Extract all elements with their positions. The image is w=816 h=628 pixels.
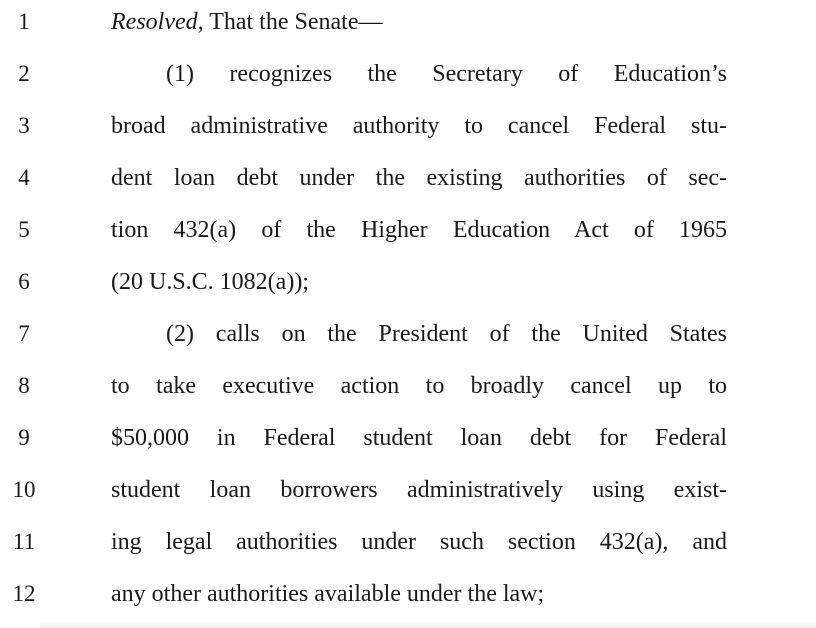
line-number: 4 (18, 165, 30, 190)
line-number: 5 (18, 217, 30, 242)
document-line-5 (0, 208, 816, 260)
line-number: 7 (18, 321, 30, 346)
line-text: any other authorities available under the law; (111, 581, 545, 607)
document-line-8 (0, 364, 816, 416)
line-text: dent loan debt under the existing authorities of sec- (111, 165, 727, 191)
line-text-rest: That the Senate— (203, 9, 383, 35)
line-text: $50,000 in Federal student loan debt for Federal (111, 425, 727, 451)
line-text: (20 U.S.C. 1082(a)); (111, 269, 309, 295)
line-text: broad administrative authority to cancel Federal stu- (111, 113, 727, 139)
document-line-10 (0, 468, 816, 520)
document-line-7 (0, 312, 816, 364)
resolved-italic: Resolved, (111, 9, 204, 35)
line-number: 10 (12, 477, 36, 502)
document-line-2 (0, 52, 816, 104)
line-text: student loan borrowers administratively using exist- (111, 477, 727, 503)
document-line-1 (0, 0, 816, 52)
document-line-11 (0, 520, 816, 572)
line-text: to take executive action to broadly cancel up to (111, 373, 727, 399)
line-number: 3 (18, 113, 30, 138)
document-line-4 (0, 156, 816, 208)
document-line-3 (0, 104, 816, 156)
line-text: (1) recognizes the Secretary of Education’s (166, 61, 727, 87)
line-number: 6 (18, 269, 30, 294)
line-text: ing legal authorities under such section 432(a), and (111, 529, 727, 555)
line-number: 8 (18, 373, 30, 398)
line-number: 9 (18, 425, 30, 450)
document-line-9 (0, 416, 816, 468)
line-number: 1 (18, 9, 30, 34)
line-text: tion 432(a) of the Higher Education Act of 1965 (111, 217, 727, 243)
line-number: 11 (12, 529, 36, 554)
document-line-12 (0, 572, 816, 624)
line-text: (2) calls on the President of the United States (166, 321, 727, 347)
page-bottom-edge (40, 620, 816, 628)
document-line-6 (0, 260, 816, 312)
line-number: 2 (18, 61, 30, 86)
line-text (111, 7, 727, 37)
line-number: 12 (12, 581, 36, 606)
